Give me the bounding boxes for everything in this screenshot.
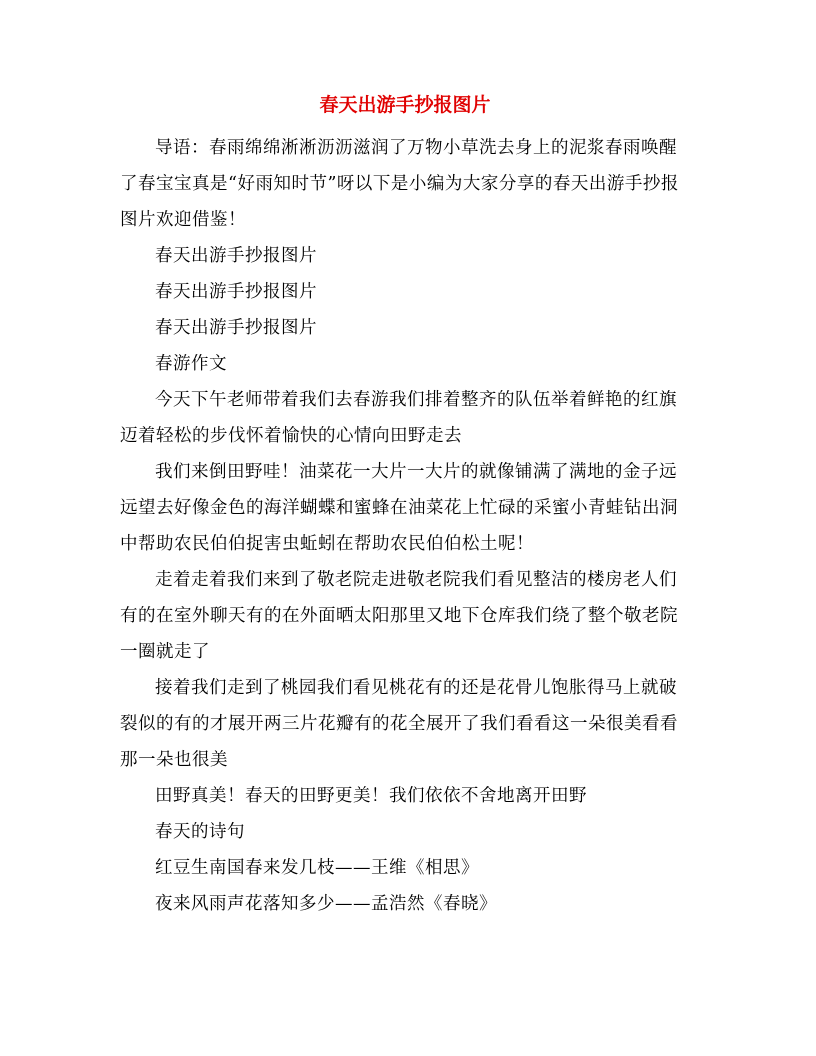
paragraph-essay-3: 走着走着我们来到了敬老院走进敬老院我们看见整洁的楼房老人们有的在室外聊天有的在外面晒太阳那里又地下仓库我们绕了整个敬老院一圈就走了 bbox=[120, 570, 678, 662]
section-heading-essay: 春游作文 bbox=[155, 354, 227, 374]
paragraph-essay-4: 接着我们走到了桃园我们看见桃花有的还是花骨儿饱胀得马上就破裂似的有的才展开两三片花瓣有的花全展开了我们看看这一朵很美看看那一朵也很美 bbox=[120, 678, 678, 770]
document-page bbox=[120, 92, 690, 922]
poem-line-1: 红豆生南国春来发几枝——王维《相思》 bbox=[155, 858, 479, 878]
paragraph-image-caption-3: 春天出游手抄报图片 bbox=[155, 318, 317, 338]
poem-line-2: 夜来风雨声花落知多少——孟浩然《春晓》 bbox=[155, 894, 497, 914]
paragraph-image-caption-1: 春天出游手抄报图片 bbox=[155, 246, 317, 266]
paragraph-essay-5: 田野真美！春天的田野更美！我们依依不舍地离开田野 bbox=[155, 786, 587, 806]
paragraph-image-caption-2: 春天出游手抄报图片 bbox=[155, 282, 317, 302]
paragraph-intro: 导语：春雨绵绵淅淅沥沥滋润了万物小草洗去身上的泥浆春雨唤醒了春宝宝真是“好雨知时节”呀以下是小编为大家分享的春天出游手抄报图片欢迎借鉴！ bbox=[120, 138, 679, 230]
document-title: 春天出游手抄报图片 bbox=[319, 94, 491, 116]
section-heading-poems: 春天的诗句 bbox=[155, 822, 245, 842]
paragraph-essay-1: 今天下午老师带着我们去春游我们排着整齐的队伍举着鲜艳的红旗迈着轻松的步伐怀着愉快的心情向田野走去 bbox=[120, 390, 677, 446]
paragraph-essay-2: 我们来倒田野哇！油菜花一大片一大片的就像铺满了满地的金子远远望去好像金色的海洋蝴蝶和蜜蜂在油菜花上忙碌的采蜜小青蛙钻出洞中帮助农民伯伯捉害虫蚯蚓在帮助农民伯伯松土呢！ bbox=[120, 462, 678, 554]
